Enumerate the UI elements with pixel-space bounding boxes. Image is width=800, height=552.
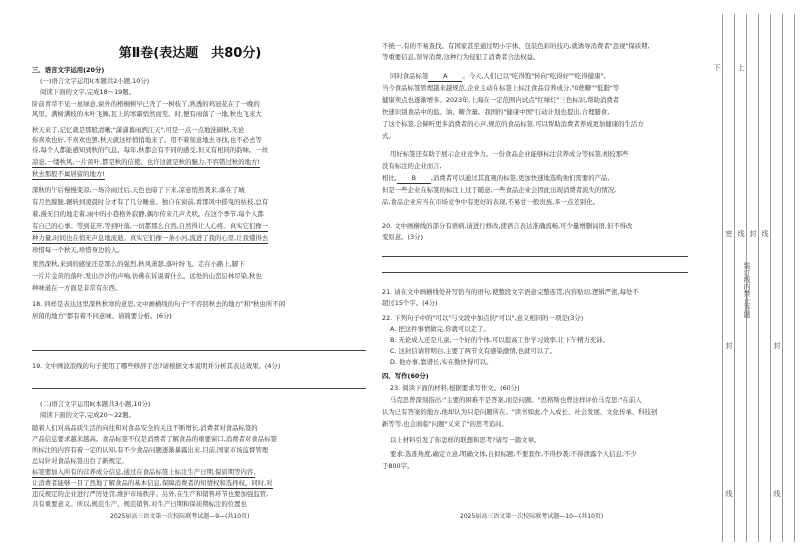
binding-mark: 密 [725, 230, 733, 237]
binding-line [734, 14, 735, 542]
text-line: 珍惜每一个秋天,珍惜身边的人。 [32, 246, 124, 254]
blank-b: B [397, 174, 431, 184]
page-footer: 2025届高三语文第一次校际联考试题—9—(共10页) [110, 513, 250, 520]
option-a: A. 把这件事情做完,你就可以走了。 [390, 325, 490, 333]
option-b: B. 无论成人还是儿童,一个好的个体,可以提高工作学习效率,让下午精力充沛。 [390, 336, 610, 344]
binding-mark: 线 [773, 490, 781, 497]
text-line: 产品信息要求越来越高。食品标签不仅是消费者了解食品的重要窗口,消费者对食品标签 [32, 435, 277, 443]
binding-margin [712, 0, 800, 552]
underlined-line: 让消费者能够一目了然地了解食品的基本信息,保障消费者的知情权和选择权。同时,对 [32, 479, 273, 487]
text-line: 秋天来了,记忆就是那般清晰;"潇潇暮雨洒江天",可是一点一点地洗刷秋,无论 [32, 126, 245, 134]
text-line: 共有重要意义。所以,规范生产、规范销售,对生产日期和保质期标注的位置也 [32, 500, 247, 508]
text-line: 居留的地方"都有着不同意味。请简要分析。(6分) [32, 312, 172, 320]
text-line: 违反规定的企业进行严厉处罚,维护市场秩序。另外,在生产和销售环节也要加强监管, [32, 490, 269, 498]
binding-warning: 装订线内禁止答题 [743, 262, 751, 318]
option-d: D. 他办事,靠谱长,实在勤快得可以。 [390, 358, 493, 366]
page-footer: 2025届高三语文第一次校际联考试题—10—(共10页) [460, 513, 604, 520]
sub2-heading: (二)语言文字运用Ⅱ(本题共3小题,10分) [40, 400, 151, 408]
text-line: 变原意。(3分) [382, 233, 424, 241]
text-line: 20. 文中画横线的部分有语病,请进行修改,使语言表达准确流畅,可少量增删词语,但不得改 [382, 222, 633, 230]
text-line: 风里。满树满枝的木叶飞舞,瓦上的寒霜悄然而至。时,便有雨落了一地,秋也飞来大 [32, 110, 262, 118]
answer-line [32, 388, 366, 389]
binding-mark: 封 [749, 230, 757, 237]
text-line-with-blank-a [390, 72, 610, 82]
text-line: 不统一,有的不易查找。有国家甚至通过明小字体、包装色彩的技巧,就诱导消费者"忽视"保质期, [382, 42, 650, 50]
text-line: 果然深秋,来到的感觉还是那么的强烈,秋风萧瑟,落叶纷飞。走在小路上,脚下 [32, 260, 245, 268]
text-line: 当今食品标签管理越来越规范,企业主动在标签上标注食品营养成分,"0蔗糖""低脂"等 [382, 84, 620, 92]
text-line: 等重要信息,误导消费,这种行为侵犯了消费者合法权益。 [382, 53, 540, 61]
text-line: 用好标签还有助于展示企业竞争力。一份食品企业能够标注营养成分等标签,相较那些 [390, 150, 629, 158]
wavy-underlined-line: 种力量,时间也在悄无声息地流逝。真实它们像一条小河,流进了我的心里,让我懂得去 [32, 234, 269, 242]
text-fragment: 同时食品标签 [390, 72, 429, 80]
text-line: 要求:选准角度,确定立意,明确文体,自拟标题;不要套作,不得抄袭;不得泄露个人信息;不少 [390, 450, 637, 458]
text-line: 随着人们对高品质生活的向往和对食品安全的关注不断增长,消费者对食品标签的 [32, 424, 258, 432]
answer-line [382, 256, 688, 257]
text-line: 深秋的午后慢慢变凉,一场冷雨过后,天色也暗了下来,凉意悄然袭来,落在了城 [32, 186, 245, 194]
text-line: 有月色朦胧,辗转到凌晨时分才有了几分睡意。独自在窗前,看那风中摇曳的枯枝,总有 [32, 198, 269, 206]
text-line: 式。 [382, 132, 395, 140]
question-19: 19. 文中画波浪线的句子使用了哪些修辞手法?请根据文本说明并分析其表达效果。(4分) [32, 362, 281, 370]
right-page [380, 0, 710, 552]
text-line: 种味道在一方面是非常有东西。 [32, 284, 122, 292]
text-line: 快速识别食品中的盐、油、糖含量。我国的"健康中国"行动计划也提出,合理膳食, [382, 108, 610, 116]
binding-mark: 封 [773, 342, 781, 349]
text-line: 18. 同样是表达这里深秋秋寒的意思,文中画横线的句子"不容回秋去的地方"和"秋虫所不闲 [32, 300, 286, 308]
binding-mark: 线 [737, 230, 745, 237]
sub2-instruction: 阅读下面的文字,完成20～22题。 [40, 411, 135, 419]
binding-line [770, 14, 771, 542]
part4-heading: 四、写作(60分) [382, 372, 429, 380]
sub1-instruction: 阅读下面的文字,完成18～19题。 [40, 88, 135, 96]
text-line: 新等等,也会面临"问题"又来了"的思考追问。 [382, 420, 508, 428]
binding-mark: 上 [737, 64, 745, 71]
text-fragment: ,消费者可以通过其直观的标签,更加快速地选购他们需要的产品, [430, 174, 610, 182]
text-line: 但是一些企业在标签的标注上过于随意,一些食品企业会因此出现消费者流失的情况, [382, 186, 617, 194]
text-line: 着,漫无目的地走着,雨中的小巷格外寂静,偶尔传来几声犬吠。在这个季节,每个人都 [32, 210, 264, 218]
text-line: 待,每个人都能感知到秋的气息。每年,秋都会有不同的感受,但又有相同的韵味。一丝 [32, 146, 269, 154]
answer-line [382, 272, 688, 273]
section-title: 第Ⅱ卷(表达题 共80分) [118, 46, 262, 61]
text-line: 健康卖点也逐渐增多。2023年,上海在一定范围内试点"红绿灯"三色标识,帮助消费者 [382, 96, 620, 104]
binding-mark: 下 [713, 64, 721, 71]
blank-a: A [428, 72, 462, 82]
text-line: 认为已有答案的地方,他却认为只是问题所在。"读书如此,个人成长、社会发展、文化传承、科技创 [382, 408, 658, 416]
essay-prompt: 以上材料引发了你怎样的联想和思考?请写一篇文章。 [390, 436, 541, 444]
text-line: 你喜欢也好,不喜欢也罢,秋天就这样悄悄地来了。用不着刻意地去寻找,也不必去等 [32, 136, 262, 144]
binding-line [722, 14, 723, 542]
text-fragment: 相比, [382, 174, 397, 182]
text-fragment: 。今天,人们已以"吃得饱"转向"吃得好""吃得健康"。 [462, 72, 610, 80]
binding-mark: 线 [725, 490, 733, 497]
text-line: 超过15个字。(4分) [382, 299, 438, 307]
binding-mark: 线 [761, 230, 769, 237]
question-23: 23. 阅读下面的材料,根据要求写作文。(60分) [390, 384, 520, 392]
text-line: 总局针对食品标签出台了新规定。 [32, 457, 128, 465]
part3-heading: 三、语言文字运用(20分) [32, 66, 105, 74]
text-line: 21. 请在文中画横线处补写恰当的语句,使整段文字语意完整连贯,内容贴切,逻辑严密,每处不 [382, 288, 639, 296]
option-c: C. 这封信请替明白,主要了两节文有感染激情,也就可以了。 [390, 347, 556, 355]
text-line: 品,食品企业应当在市场竞争中有更好的表现,不易甘一般贵族,多一点差别化。 [382, 198, 599, 206]
question-22: 22. 下列句子中的"可以"与文段中加点的"可以",意义相同的一项是(3分) [382, 314, 584, 322]
text-line: 阶前青草不见一星绿意,窗外的梧桐树早已秃了一树枝丫,熟透的鸡冠花在了一晚的 [32, 100, 260, 108]
text-line: 了这个标签,会倾听更多消费者的心声,规范的食品标签,可以帮助消费者养成更加健康的生活方 [382, 120, 644, 128]
binding-line [782, 14, 783, 542]
text-line: 一片片金黄的落叶,发出沙沙的声响,仿佛在诉说着什么。远处的山峦层林尽染,秋也 [32, 272, 262, 280]
text-line-with-blank-b [382, 174, 609, 184]
text-line: 马克思曾深刻指出:"主要的困难不是答案,而是问题。"思格斯也曾这样评价马克思:"在前人 [390, 396, 642, 404]
underlined-line: 秋去那般不属居留的地方! [32, 170, 105, 178]
binding-line [794, 14, 795, 542]
sub1-heading: (一)语言文字运用Ⅰ(本题共2小题,10分) [40, 77, 150, 85]
binding-line [758, 14, 759, 542]
answer-line [32, 350, 366, 351]
underlined-line: 标签要加入所有的营养成分信息,通过在食品标签上标注生产日期,保质期等内容, [32, 468, 256, 476]
text-line: 没有标注的企业而言, [382, 162, 442, 170]
underlined-line: 凉意,一缕秋风,一片黄叶,都是秋的信使。也许这就是秋的魅力,不容错过秋的地方! [32, 158, 260, 166]
binding-mark: 封 [725, 342, 733, 349]
text-line: 所标注的内容有着一定的认知,有不少食品问题逐渐暴露出来,目前,国家市场监督管理 [32, 446, 269, 454]
wavy-underlined-line: 有自己的心事。等到花开,等到叶落,一切都那么自然,自然得让人心疼。真实它们像一 [32, 222, 269, 230]
left-page [0, 0, 378, 552]
text-line: 于800字。 [382, 462, 414, 470]
